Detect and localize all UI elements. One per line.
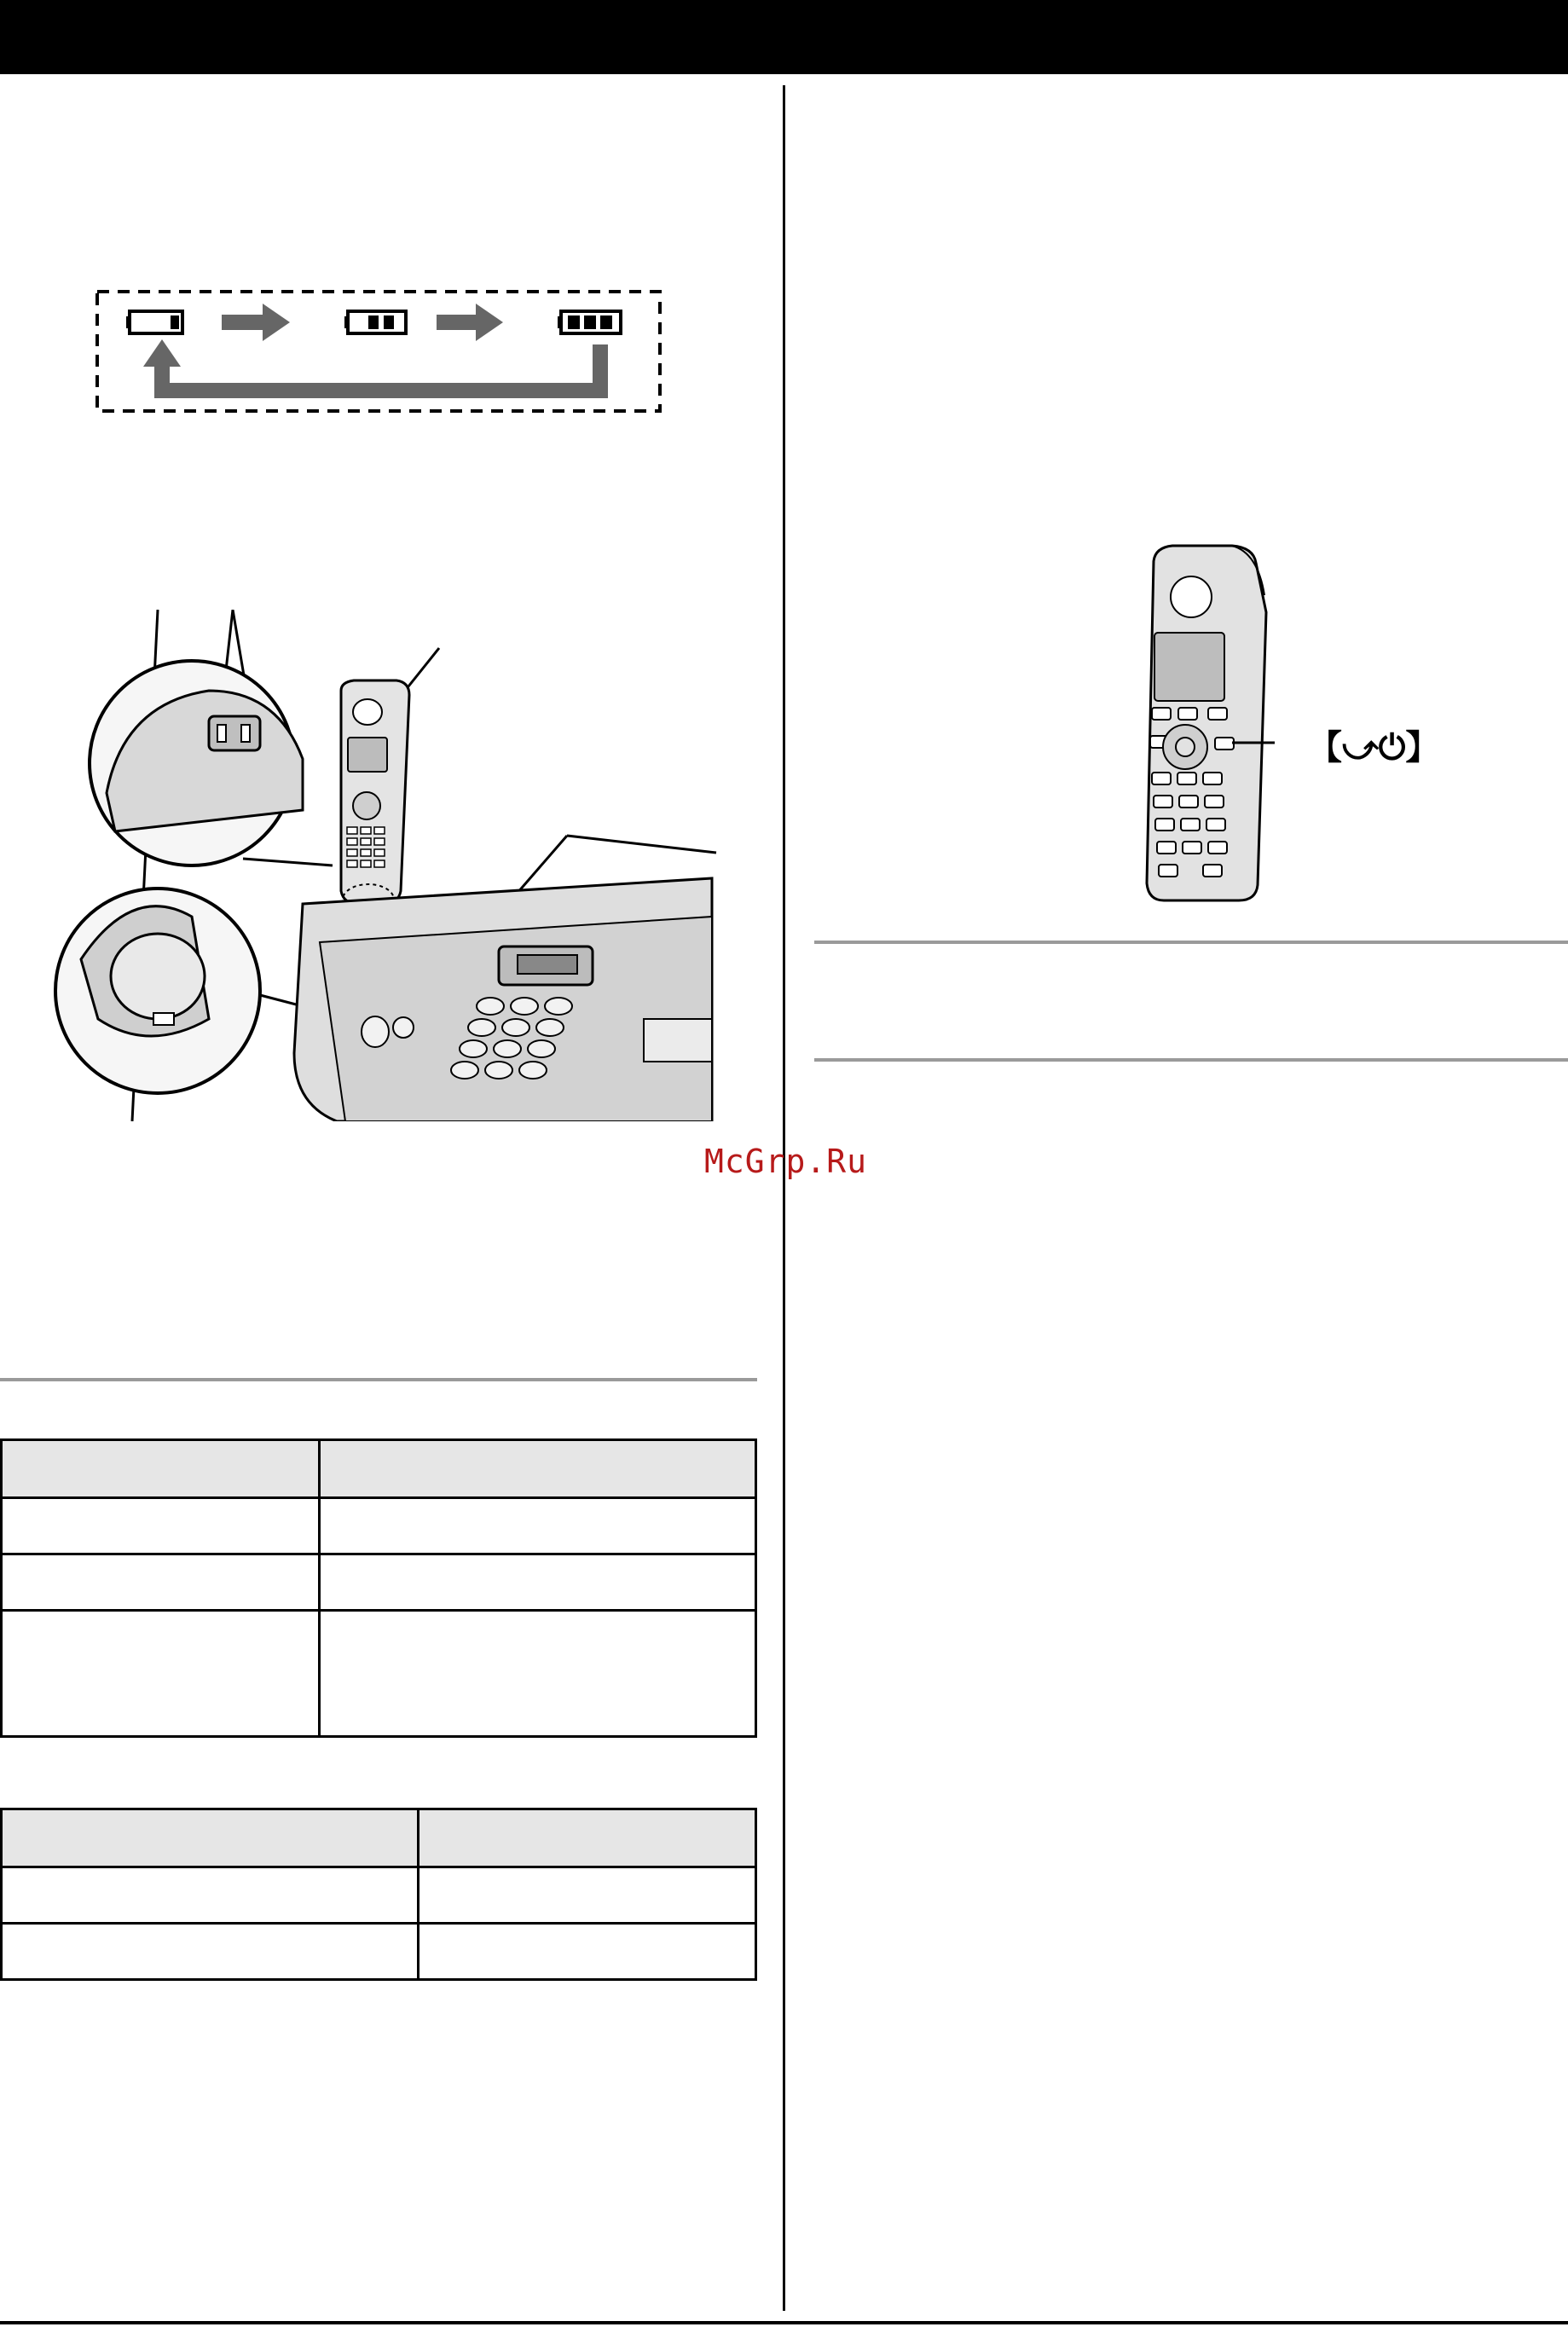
- right-arrow-icon: [437, 304, 503, 341]
- table-cell: [2, 1924, 419, 1980]
- footer-rule: [0, 2321, 1568, 2324]
- table-cell: [320, 1440, 756, 1498]
- table-header-row: [2, 1440, 756, 1498]
- handset-on-base-illustration: [47, 610, 720, 1121]
- table-row: [2, 1924, 756, 1980]
- info-table: [0, 1808, 757, 1981]
- info-table: [0, 1438, 757, 1738]
- table-cell: [419, 1924, 756, 1980]
- table-cell: [2, 1554, 320, 1611]
- battery-charge-diagram: [94, 288, 663, 414]
- table-row: [2, 1611, 756, 1737]
- table-cell: [2, 1809, 419, 1867]
- table-cell: [2, 1867, 419, 1924]
- handset-front-illustration: [1138, 544, 1275, 902]
- table-cell: [2, 1611, 320, 1737]
- battery-low-icon: [126, 311, 182, 333]
- header-rule: [0, 72, 1568, 74]
- return-arrow-icon: [143, 339, 600, 391]
- table-cell: [320, 1498, 756, 1554]
- table-cell: [419, 1867, 756, 1924]
- table-row: [2, 1554, 756, 1611]
- off-power-key-label: 【⤻⏻】: [1308, 728, 1440, 767]
- table-cell: [2, 1440, 320, 1498]
- section-rule: [0, 1378, 757, 1381]
- page-header-bar: [0, 0, 1568, 73]
- table-row: [2, 1498, 756, 1554]
- battery-full-icon: [558, 311, 621, 333]
- table-cell: [320, 1554, 756, 1611]
- column-divider: [783, 85, 785, 2311]
- table-header-row: [2, 1809, 756, 1867]
- battery-mid-icon: [344, 311, 406, 333]
- table-cell: [2, 1498, 320, 1554]
- section-rule: [814, 941, 1568, 944]
- table-cell: [419, 1809, 756, 1867]
- table-cell: [320, 1611, 756, 1737]
- watermark-text: McGrp.Ru: [704, 1143, 868, 1180]
- table-row: [2, 1867, 756, 1924]
- section-rule: [814, 1058, 1568, 1062]
- right-arrow-icon: [222, 304, 290, 341]
